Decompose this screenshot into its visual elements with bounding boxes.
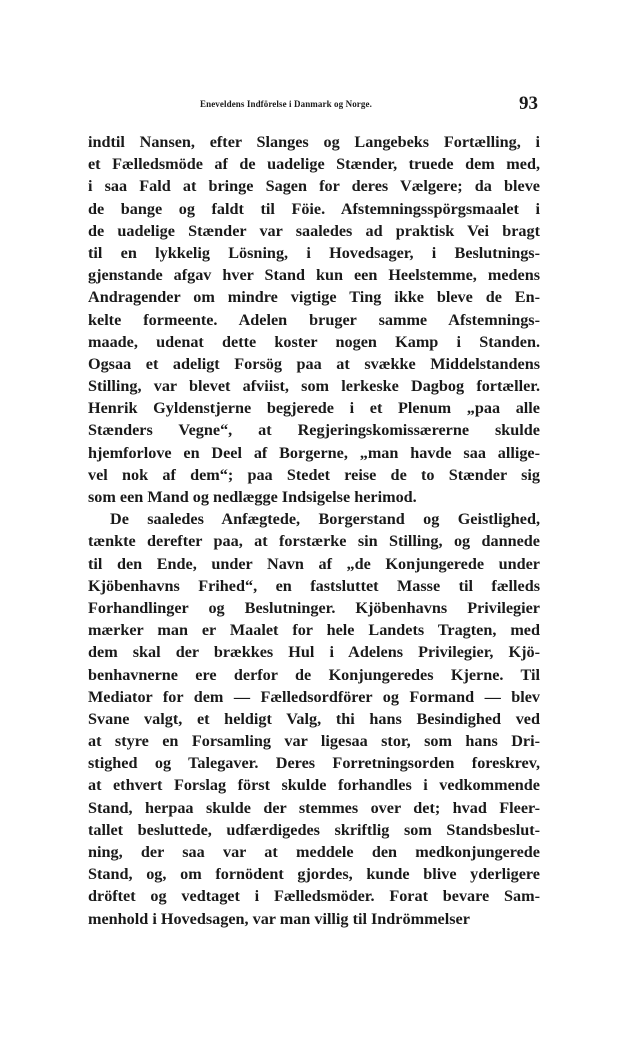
text-line: tænkte derefter paa, at forstærke sin Stilling, og dannede [88, 532, 540, 551]
text-line: et Fælledsmöde af de uadelige Stænder, truede dem med, [88, 155, 540, 174]
text-line: Henrik Gyldenstjerne begjerede i et Plenum „paa alle [88, 399, 540, 418]
text-line: kelte formeente. Adelen bruger samme Afstemnings- [88, 310, 540, 329]
text-line: indtil Nansen, efter Slanges og Langebeks Fortælling, i [88, 133, 540, 151]
text-line: gjenstande afgav hver Stand kun een Heelstemme, medens [88, 266, 540, 285]
text-line: Andragender om mindre vigtige Ting ikke bleve de En- [88, 288, 540, 307]
running-head [88, 95, 540, 119]
text-line: dröftet og vedtaget i Fælledsmöder. Forat bevare Sam- [88, 887, 540, 906]
text-line: at styre en Forsamling var ligesaa stor, som hans Dri- [88, 732, 540, 751]
text-line: de bange og faldt til Föie. Afstemningsspörgsmaalet i [88, 199, 540, 218]
text-line: Ogsaa et adeligt Forsög paa at svække Middelstandens [88, 354, 540, 373]
text-line: De saaledes Anfægtede, Borgerstand og Geistlighed, [110, 510, 540, 529]
text-line: vel nok af dem“; paa Stedet reise de to Stænder sig [88, 465, 540, 484]
text-line: tallet besluttede, udfærdigedes skriftlig som Standsbeslut- [88, 820, 540, 839]
text-line: maade, udenat dette koster nogen Kamp i Standen. [88, 332, 540, 351]
text-line: menhold i Hovedsagen, var man villig til Indrömmelser [88, 909, 470, 928]
text-line: Stand, og, om fornödent gjordes, kunde blive yderligere [88, 865, 540, 884]
text-line: benhavnerne ere derfor de Konjungeredes Kjerne. Til [88, 665, 540, 684]
text-line: Stænders Vegne“, at Regjeringskomissærerne skulde [88, 421, 540, 440]
paragraph [88, 131, 540, 508]
text-line: som een Mand og nedlægge Indsigelse herimod. [88, 488, 417, 506]
text-line: i saa Fald at bringe Sagen for deres Vælgere; da bleve [88, 177, 540, 196]
text-line: Kjöbenhavns Frihed“, en fastsluttet Masse til fælleds [88, 576, 540, 595]
text-line: Stilling, var blevet afviist, som lerkeske Dagbog fortæller. [88, 377, 540, 396]
text-line: Forhandlinger og Beslutninger. Kjöbenhavns Privilegier [88, 598, 540, 617]
text-line: ning, der saa var at meddele den medkonjungerede [88, 843, 540, 861]
text-line: de uadelige Stænder var saaledes ad praktisk Vei bragt [88, 221, 540, 240]
text-line: hjemforlove en Deel af Borgerne, „man havde saa allige- [88, 443, 540, 462]
text-line: Stand, herpaa skulde der stemmes over det; hvad Fleer- [88, 798, 540, 817]
text-line: Svane valgt, et heldigt Valg, thi hans Besindighed ved [88, 709, 540, 728]
body-text [88, 131, 540, 930]
running-title: Eneveldens Indförelse i Danmark og Norge. [200, 99, 372, 109]
text-line: dem skal der brækkes Hul i Adelens Privilegier, Kjö- [88, 643, 540, 662]
paragraph [88, 508, 540, 930]
text-line: mærker man er Maalet for hele Landets Tragten, med [88, 621, 540, 640]
page-number: 93 [519, 93, 538, 114]
text-line: stighed og Talegaver. Deres Forretningsorden foreskrev, [88, 754, 540, 773]
text-line: til den Ende, under Navn af „de Konjungerede under [88, 554, 540, 573]
text-line: til en lykkelig Lösning, i Hovedsager, i Beslutnings- [88, 243, 540, 262]
text-line: Mediator for dem — Fælledsordförer og Formand — blev [88, 687, 540, 706]
text-line: at ethvert Forslag först skulde forhandles i vedkommende [88, 776, 540, 795]
